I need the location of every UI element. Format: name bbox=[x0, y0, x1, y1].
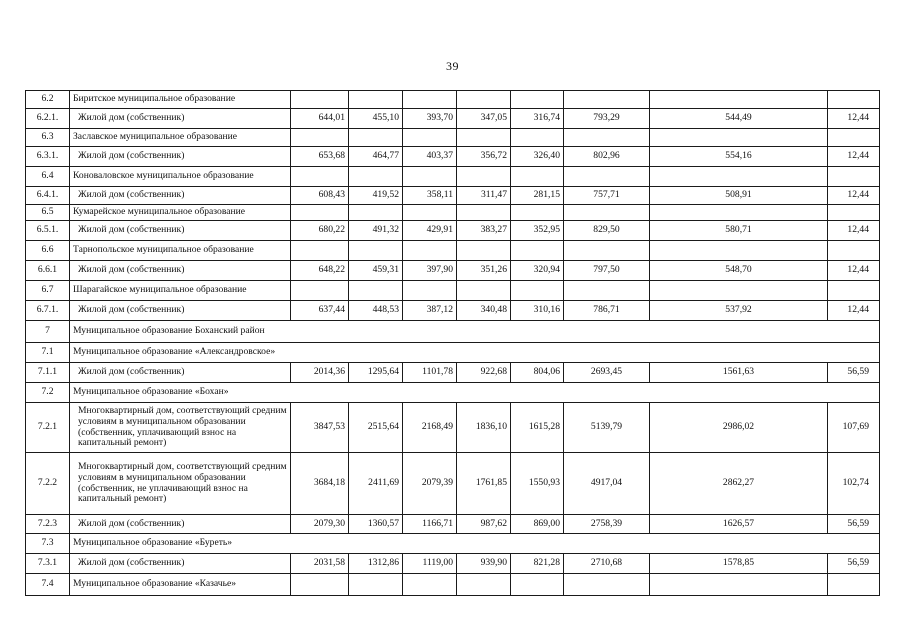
row-number: 7.2.3 bbox=[26, 515, 70, 534]
value-cell: 3684,18 bbox=[291, 453, 349, 515]
empty-cell bbox=[291, 91, 349, 109]
empty-cell bbox=[291, 574, 349, 596]
value-cell: 1615,28 bbox=[511, 403, 564, 453]
value-cell: 397,90 bbox=[403, 261, 457, 281]
empty-cell bbox=[650, 281, 828, 301]
row-name: Жилой дом (собственник) bbox=[70, 554, 291, 574]
empty-cell bbox=[511, 205, 564, 221]
table-body bbox=[26, 91, 880, 596]
empty-cell bbox=[403, 205, 457, 221]
value-cell: 869,00 bbox=[511, 515, 564, 534]
value-cell: 537,92 bbox=[650, 301, 828, 321]
row-name: Шарагайское муниципальное образование bbox=[70, 281, 291, 301]
table-row bbox=[26, 221, 880, 241]
value-cell: 508,91 bbox=[650, 187, 828, 205]
empty-cell bbox=[650, 167, 828, 187]
value-cell: 548,70 bbox=[650, 261, 828, 281]
value-cell: 2515,64 bbox=[349, 403, 403, 453]
value-cell: 352,95 bbox=[511, 221, 564, 241]
row-name: Коноваловское муниципальное образование bbox=[70, 167, 291, 187]
row-name: Тарнопольское муниципальное образование bbox=[70, 241, 291, 261]
value-cell: 403,37 bbox=[403, 147, 457, 167]
value-cell: 393,70 bbox=[403, 109, 457, 129]
section-header-row bbox=[26, 205, 880, 221]
row-name: Жилой дом (собственник) bbox=[70, 109, 291, 129]
value-cell: 1166,71 bbox=[403, 515, 457, 534]
empty-cell bbox=[564, 574, 650, 596]
value-cell: 804,06 bbox=[511, 363, 564, 383]
empty-cell bbox=[349, 241, 403, 261]
value-cell: 12,44 bbox=[828, 147, 880, 167]
row-name: Жилой дом (собственник) bbox=[70, 221, 291, 241]
value-cell: 2986,02 bbox=[650, 403, 828, 453]
empty-cell bbox=[349, 167, 403, 187]
empty-cell bbox=[511, 281, 564, 301]
empty-cell bbox=[457, 91, 511, 109]
value-cell: 356,72 bbox=[457, 147, 511, 167]
value-cell: 2862,27 bbox=[650, 453, 828, 515]
section-header-row bbox=[26, 534, 880, 554]
empty-cell bbox=[291, 129, 349, 147]
value-cell: 429,91 bbox=[403, 221, 457, 241]
table-row bbox=[26, 109, 880, 129]
row-number: 6.3 bbox=[26, 129, 70, 147]
value-cell: 1360,57 bbox=[349, 515, 403, 534]
value-cell: 2079,39 bbox=[403, 453, 457, 515]
row-name: Муниципальное образование «Казачье» bbox=[70, 574, 291, 596]
empty-cell bbox=[650, 129, 828, 147]
empty-cell bbox=[564, 129, 650, 147]
value-cell: 1761,85 bbox=[457, 453, 511, 515]
table-row bbox=[26, 554, 880, 574]
section-header-row bbox=[26, 574, 880, 596]
value-cell: 5139,79 bbox=[564, 403, 650, 453]
empty-cell bbox=[403, 167, 457, 187]
value-cell: 311,47 bbox=[457, 187, 511, 205]
table-row bbox=[26, 363, 880, 383]
value-cell: 2710,68 bbox=[564, 554, 650, 574]
row-name: Муниципальное образование «Буреть» bbox=[70, 534, 880, 554]
value-cell: 829,50 bbox=[564, 221, 650, 241]
row-number: 6.7 bbox=[26, 281, 70, 301]
empty-cell bbox=[349, 91, 403, 109]
empty-cell bbox=[564, 241, 650, 261]
value-cell: 1626,57 bbox=[650, 515, 828, 534]
table-row bbox=[26, 403, 880, 453]
value-cell: 1836,10 bbox=[457, 403, 511, 453]
row-name: Жилой дом (собственник) bbox=[70, 301, 291, 321]
table-row bbox=[26, 453, 880, 515]
value-cell: 644,01 bbox=[291, 109, 349, 129]
value-cell: 3847,53 bbox=[291, 403, 349, 453]
empty-cell bbox=[828, 205, 880, 221]
empty-cell bbox=[457, 205, 511, 221]
row-number: 6.7.1. bbox=[26, 301, 70, 321]
value-cell: 922,68 bbox=[457, 363, 511, 383]
empty-cell bbox=[650, 205, 828, 221]
empty-cell bbox=[457, 129, 511, 147]
row-number: 7.1 bbox=[26, 343, 70, 363]
empty-cell bbox=[650, 574, 828, 596]
empty-cell bbox=[457, 167, 511, 187]
value-cell: 107,69 bbox=[828, 403, 880, 453]
value-cell: 455,10 bbox=[349, 109, 403, 129]
value-cell: 648,22 bbox=[291, 261, 349, 281]
value-cell: 802,96 bbox=[564, 147, 650, 167]
empty-cell bbox=[511, 129, 564, 147]
row-number: 7 bbox=[26, 321, 70, 343]
row-name: Жилой дом (собственник) bbox=[70, 515, 291, 534]
value-cell: 821,28 bbox=[511, 554, 564, 574]
value-cell: 2411,69 bbox=[349, 453, 403, 515]
value-cell: 351,26 bbox=[457, 261, 511, 281]
value-cell: 1578,85 bbox=[650, 554, 828, 574]
value-cell: 939,90 bbox=[457, 554, 511, 574]
row-number: 6.4.1. bbox=[26, 187, 70, 205]
value-cell: 1312,86 bbox=[349, 554, 403, 574]
value-cell: 653,68 bbox=[291, 147, 349, 167]
row-number: 7.3 bbox=[26, 534, 70, 554]
row-name: Многоквартирный дом, соответствующий средним условиям в муниципальном образовании (собственник, уплачивающий взнос на капитальный ремонт) bbox=[70, 403, 291, 453]
value-cell: 793,29 bbox=[564, 109, 650, 129]
value-cell: 544,49 bbox=[650, 109, 828, 129]
empty-cell bbox=[828, 91, 880, 109]
value-cell: 608,43 bbox=[291, 187, 349, 205]
value-cell: 757,71 bbox=[564, 187, 650, 205]
value-cell: 680,22 bbox=[291, 221, 349, 241]
row-name: Жилой дом (собственник) bbox=[70, 261, 291, 281]
row-number: 6.2.1. bbox=[26, 109, 70, 129]
table-row bbox=[26, 187, 880, 205]
value-cell: 797,50 bbox=[564, 261, 650, 281]
value-cell: 786,71 bbox=[564, 301, 650, 321]
value-cell: 4917,04 bbox=[564, 453, 650, 515]
empty-cell bbox=[564, 167, 650, 187]
empty-cell bbox=[403, 281, 457, 301]
empty-cell bbox=[650, 91, 828, 109]
section-header-row bbox=[26, 241, 880, 261]
value-cell: 12,44 bbox=[828, 187, 880, 205]
empty-cell bbox=[349, 574, 403, 596]
empty-cell bbox=[403, 574, 457, 596]
row-name: Жилой дом (собственник) bbox=[70, 187, 291, 205]
section-header-row bbox=[26, 321, 880, 343]
empty-cell bbox=[828, 281, 880, 301]
row-number: 6.6.1 bbox=[26, 261, 70, 281]
section-header-row bbox=[26, 281, 880, 301]
row-number: 6.2 bbox=[26, 91, 70, 109]
value-cell: 2014,36 bbox=[291, 363, 349, 383]
empty-cell bbox=[564, 91, 650, 109]
empty-cell bbox=[650, 241, 828, 261]
value-cell: 554,16 bbox=[650, 147, 828, 167]
value-cell: 281,15 bbox=[511, 187, 564, 205]
table-row bbox=[26, 261, 880, 281]
row-name: Заславское муниципальное образование bbox=[70, 129, 291, 147]
value-cell: 340,48 bbox=[457, 301, 511, 321]
value-cell: 310,16 bbox=[511, 301, 564, 321]
empty-cell bbox=[403, 129, 457, 147]
row-name: Кумарейское муниципальное образование bbox=[70, 205, 291, 221]
value-cell: 12,44 bbox=[828, 221, 880, 241]
row-number: 7.2.2 bbox=[26, 453, 70, 515]
empty-cell bbox=[564, 281, 650, 301]
tariff-table bbox=[25, 90, 880, 596]
empty-cell bbox=[403, 241, 457, 261]
empty-cell bbox=[828, 241, 880, 261]
value-cell: 326,40 bbox=[511, 147, 564, 167]
table-row bbox=[26, 301, 880, 321]
value-cell: 419,52 bbox=[349, 187, 403, 205]
value-cell: 2079,30 bbox=[291, 515, 349, 534]
value-cell: 2168,49 bbox=[403, 403, 457, 453]
value-cell: 1101,78 bbox=[403, 363, 457, 383]
table-row bbox=[26, 147, 880, 167]
value-cell: 464,77 bbox=[349, 147, 403, 167]
row-number: 6.6 bbox=[26, 241, 70, 261]
value-cell: 320,94 bbox=[511, 261, 564, 281]
value-cell: 316,74 bbox=[511, 109, 564, 129]
row-name: Биритское муниципальное образование bbox=[70, 91, 291, 109]
empty-cell bbox=[564, 205, 650, 221]
section-header-row bbox=[26, 91, 880, 109]
value-cell: 102,74 bbox=[828, 453, 880, 515]
row-number: 7.3.1 bbox=[26, 554, 70, 574]
value-cell: 448,53 bbox=[349, 301, 403, 321]
row-name: Жилой дом (собственник) bbox=[70, 363, 291, 383]
value-cell: 1295,64 bbox=[349, 363, 403, 383]
empty-cell bbox=[511, 574, 564, 596]
value-cell: 637,44 bbox=[291, 301, 349, 321]
page-number: 39 bbox=[446, 59, 459, 73]
section-header-row bbox=[26, 167, 880, 187]
value-cell: 12,44 bbox=[828, 109, 880, 129]
value-cell: 1119,00 bbox=[403, 554, 457, 574]
row-number: 6.5.1. bbox=[26, 221, 70, 241]
value-cell: 347,05 bbox=[457, 109, 511, 129]
row-number: 6.4 bbox=[26, 167, 70, 187]
empty-cell bbox=[349, 281, 403, 301]
row-number: 6.5 bbox=[26, 205, 70, 221]
empty-cell bbox=[457, 281, 511, 301]
row-number: 7.2 bbox=[26, 383, 70, 403]
empty-cell bbox=[828, 574, 880, 596]
empty-cell bbox=[403, 91, 457, 109]
value-cell: 12,44 bbox=[828, 301, 880, 321]
value-cell: 12,44 bbox=[828, 261, 880, 281]
empty-cell bbox=[291, 205, 349, 221]
value-cell: 491,32 bbox=[349, 221, 403, 241]
row-number: 7.1.1 bbox=[26, 363, 70, 383]
value-cell: 1550,93 bbox=[511, 453, 564, 515]
value-cell: 987,62 bbox=[457, 515, 511, 534]
empty-cell bbox=[349, 129, 403, 147]
empty-cell bbox=[291, 281, 349, 301]
section-header-row bbox=[26, 129, 880, 147]
row-number: 6.3.1. bbox=[26, 147, 70, 167]
row-name: Муниципальное образование «Бохан» bbox=[70, 383, 880, 403]
empty-cell bbox=[828, 129, 880, 147]
section-header-row bbox=[26, 383, 880, 403]
row-name: Муниципальное образование «Александровское» bbox=[70, 343, 880, 363]
value-cell: 2758,39 bbox=[564, 515, 650, 534]
value-cell: 358,11 bbox=[403, 187, 457, 205]
empty-cell bbox=[828, 167, 880, 187]
empty-cell bbox=[291, 167, 349, 187]
value-cell: 459,31 bbox=[349, 261, 403, 281]
empty-cell bbox=[511, 91, 564, 109]
value-cell: 387,12 bbox=[403, 301, 457, 321]
empty-cell bbox=[511, 167, 564, 187]
value-cell: 1561,63 bbox=[650, 363, 828, 383]
row-name: Муниципальное образование Боханский район bbox=[70, 321, 880, 343]
value-cell: 580,71 bbox=[650, 221, 828, 241]
table-row bbox=[26, 515, 880, 534]
value-cell: 383,27 bbox=[457, 221, 511, 241]
empty-cell bbox=[511, 241, 564, 261]
empty-cell bbox=[349, 205, 403, 221]
row-name: Многоквартирный дом, соответствующий средним условиям в муниципальном образовании (собственник, не уплачивающий взнос на капитальный ремонт) bbox=[70, 453, 291, 515]
row-number: 7.4 bbox=[26, 574, 70, 596]
value-cell: 56,59 bbox=[828, 515, 880, 534]
row-number: 7.2.1 bbox=[26, 403, 70, 453]
empty-cell bbox=[457, 241, 511, 261]
value-cell: 56,59 bbox=[828, 363, 880, 383]
value-cell: 2693,45 bbox=[564, 363, 650, 383]
empty-cell bbox=[457, 574, 511, 596]
value-cell: 2031,58 bbox=[291, 554, 349, 574]
value-cell: 56,59 bbox=[828, 554, 880, 574]
row-name: Жилой дом (собственник) bbox=[70, 147, 291, 167]
section-header-row bbox=[26, 343, 880, 363]
empty-cell bbox=[291, 241, 349, 261]
